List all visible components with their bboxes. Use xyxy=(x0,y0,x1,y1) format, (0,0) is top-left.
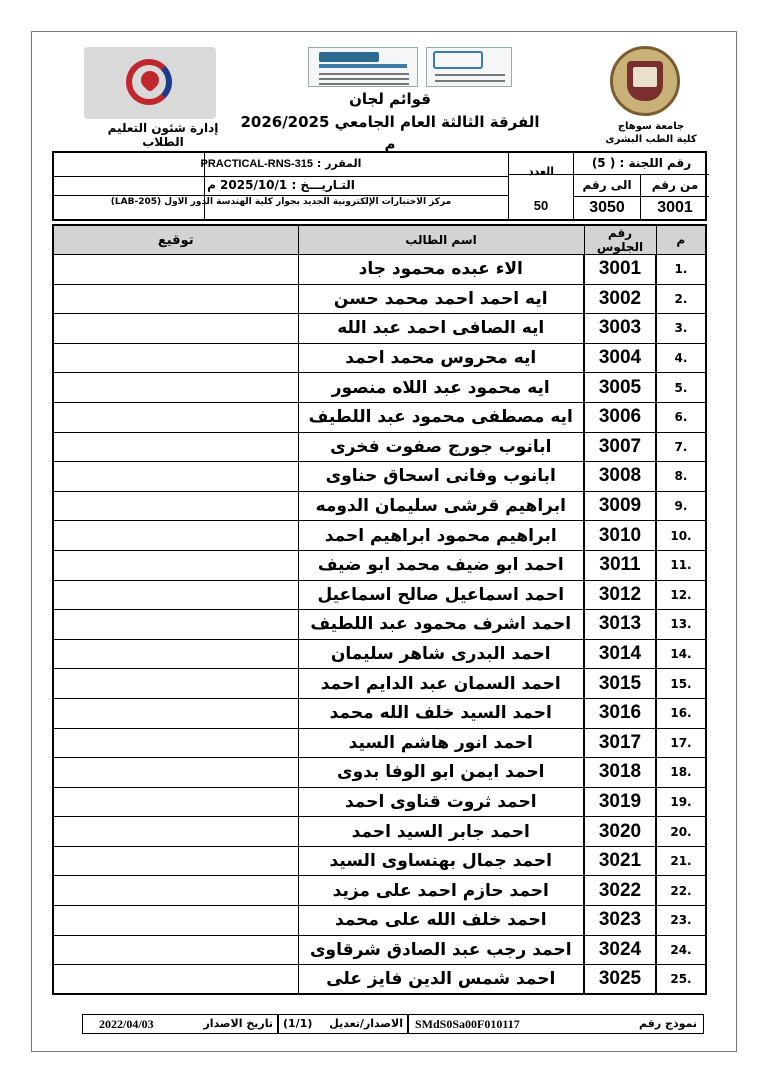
table-row xyxy=(53,314,706,344)
seat-number: 3012 xyxy=(584,580,656,610)
issue-date-box xyxy=(82,1014,278,1034)
student-name: احمد رجب عبد الصادق شرقاوى xyxy=(298,935,584,965)
seat-number: 3005 xyxy=(584,373,656,403)
table-row xyxy=(53,758,706,788)
course-row xyxy=(54,157,508,170)
table-row xyxy=(53,402,706,432)
signature-cell[interactable] xyxy=(53,669,298,699)
row-number: 17. xyxy=(656,728,706,758)
seat-number: 3009 xyxy=(584,491,656,521)
form-number-box xyxy=(408,1014,704,1034)
to-value: 3050 xyxy=(589,199,625,216)
signature-cell[interactable] xyxy=(53,580,298,610)
student-name: ايه مصطفى محمود عبد اللطيف xyxy=(298,402,584,432)
student-name: احمد ايمن ابو الوفا بدوى xyxy=(298,758,584,788)
table-row xyxy=(53,817,706,847)
signature-cell[interactable] xyxy=(53,728,298,758)
seat-number: 3008 xyxy=(584,462,656,492)
seat-number: 3018 xyxy=(584,758,656,788)
row-number: 18. xyxy=(656,758,706,788)
table-row xyxy=(53,935,706,965)
student-name: ابراهيم قرشى سليمان الدومه xyxy=(298,491,584,521)
row-number: 5. xyxy=(656,373,706,403)
table-row xyxy=(53,432,706,462)
count-value: 50 xyxy=(533,198,549,213)
edition-label: الاصدار/تعديل xyxy=(329,1017,403,1030)
row-number: 23. xyxy=(656,906,706,936)
table-row xyxy=(53,728,706,758)
course-code: PRACTICAL-RNS-315 xyxy=(200,158,313,170)
seat-number: 3001 xyxy=(584,255,656,285)
row-number: 16. xyxy=(656,698,706,728)
title-main: قوائم لجان xyxy=(349,90,431,108)
committee-number: رقم اللجنة : ( 5) xyxy=(591,156,692,170)
signature-cell[interactable] xyxy=(53,462,298,492)
student-name: ابانوب وفانى اسحاق حناوى xyxy=(298,462,584,492)
table-row xyxy=(53,846,706,876)
row-number: 24. xyxy=(656,935,706,965)
signature-cell[interactable] xyxy=(53,550,298,580)
table-row xyxy=(53,462,706,492)
student-name: احمد خلف الله على محمد xyxy=(298,906,584,936)
student-name: احمد شمس الدين فايز على xyxy=(298,965,584,995)
table-row xyxy=(53,965,706,995)
table-header-row xyxy=(53,225,706,255)
table-row xyxy=(53,284,706,314)
seat-number: 3020 xyxy=(584,817,656,847)
table-row xyxy=(53,876,706,906)
signature-cell[interactable] xyxy=(53,846,298,876)
seat-number: 3014 xyxy=(584,639,656,669)
row-number: 21. xyxy=(656,846,706,876)
seat-number: 3025 xyxy=(584,965,656,995)
row-number: 15. xyxy=(656,669,706,699)
student-name: احمد جابر السيد احمد xyxy=(298,817,584,847)
edition-box xyxy=(278,1014,408,1034)
from-value: 3001 xyxy=(657,199,693,216)
to-label: الى رقم xyxy=(582,178,632,192)
signature-cell[interactable] xyxy=(53,255,298,285)
row-number: 13. xyxy=(656,610,706,640)
table-row xyxy=(53,669,706,699)
table-row xyxy=(53,550,706,580)
row-number: 2. xyxy=(656,284,706,314)
student-name: احمد البدرى شاهر سليمان xyxy=(298,639,584,669)
seat-number: 3024 xyxy=(584,935,656,965)
signature-cell[interactable] xyxy=(53,284,298,314)
row-number: 20. xyxy=(656,817,706,847)
seat-number: 3002 xyxy=(584,284,656,314)
signature-cell[interactable] xyxy=(53,343,298,373)
seat-number: 3010 xyxy=(584,521,656,551)
signature-cell[interactable] xyxy=(53,432,298,462)
table-row xyxy=(53,491,706,521)
col-header-sign: توقيع xyxy=(53,225,298,255)
row-number: 22. xyxy=(656,876,706,906)
faculty-name: كلية الطب البشرى xyxy=(605,134,697,145)
date-value: 2025/10/1 م xyxy=(207,178,288,192)
row-number: 10. xyxy=(656,521,706,551)
signature-cell[interactable] xyxy=(53,698,298,728)
student-name: ايه محروس محمد احمد xyxy=(298,343,584,373)
signature-cell[interactable] xyxy=(53,373,298,403)
student-name: ايه الصافى احمد عبد الله xyxy=(298,314,584,344)
edition-value: (1/1) xyxy=(283,1017,313,1030)
student-name: احمد السمان عبد الدايم احمد xyxy=(298,669,584,699)
col-header-seat: رقم الجلوس xyxy=(584,225,656,255)
seat-number: 3017 xyxy=(584,728,656,758)
seat-number: 3015 xyxy=(584,669,656,699)
table-row xyxy=(53,906,706,936)
seat-number: 3007 xyxy=(584,432,656,462)
title-sub: الفرقة الثالثة العام الجامعي 2026/2025 م xyxy=(240,113,540,153)
student-name: الاء عبده محمود جاد xyxy=(298,255,584,285)
row-number: 4. xyxy=(656,343,706,373)
university-name: جامعة سوهاج xyxy=(617,121,685,132)
signature-cell[interactable] xyxy=(53,965,298,995)
certification-logos xyxy=(308,47,514,87)
row-number: 19. xyxy=(656,787,706,817)
col-header-name: اسم الطالب xyxy=(298,225,584,255)
table-row xyxy=(53,639,706,669)
signature-cell[interactable] xyxy=(53,639,298,669)
signature-cell[interactable] xyxy=(53,906,298,936)
seat-number: 3003 xyxy=(584,314,656,344)
date-row xyxy=(54,178,508,192)
seat-number: 3004 xyxy=(584,343,656,373)
student-name: احمد انور هاشم السيد xyxy=(298,728,584,758)
table-row xyxy=(53,343,706,373)
signature-cell[interactable] xyxy=(53,402,298,432)
table-row xyxy=(53,610,706,640)
student-list-table xyxy=(52,224,707,995)
signature-cell[interactable] xyxy=(53,787,298,817)
seat-number: 3013 xyxy=(584,610,656,640)
col-header-num: م xyxy=(656,225,706,255)
issue-date-label: تاريخ الاصدار xyxy=(203,1017,273,1030)
form-footer xyxy=(82,1014,704,1034)
iso-certification-logo xyxy=(426,47,512,87)
row-number: 6. xyxy=(656,402,706,432)
seat-number: 3011 xyxy=(584,550,656,580)
signature-cell[interactable] xyxy=(53,935,298,965)
student-name: احمد السيد خلف الله محمد xyxy=(298,698,584,728)
student-name: احمد ثروت قناوى احمد xyxy=(298,787,584,817)
seat-number: 3021 xyxy=(584,846,656,876)
row-number: 12. xyxy=(656,580,706,610)
student-name: احمد اشرف محمود عبد اللطيف xyxy=(298,610,584,640)
signature-cell[interactable] xyxy=(53,876,298,906)
student-name: ايه احمد احمد محمد حسن xyxy=(298,284,584,314)
seat-number: 3016 xyxy=(584,698,656,728)
exam-location: مركز الاختبارات الإلكترونية الجديد بجوار كلية الهندسة الدور الاول (LAB-205) xyxy=(110,197,452,207)
document-title xyxy=(240,89,540,155)
signature-cell[interactable] xyxy=(53,521,298,551)
student-name: احمد ابو ضيف محمد ابو ضيف xyxy=(298,550,584,580)
signature-cell[interactable] xyxy=(53,758,298,788)
form-number-value: SMdS0Sa00F010117 xyxy=(415,1017,520,1031)
seat-number: 3019 xyxy=(584,787,656,817)
row-number: 9. xyxy=(656,491,706,521)
row-number: 14. xyxy=(656,639,706,669)
table-row xyxy=(53,580,706,610)
issue-date-value: 2022/04/03 xyxy=(99,1017,154,1031)
department-caption: إدارة شئون التعليم الطلاب xyxy=(107,121,219,149)
table-row xyxy=(53,521,706,551)
form-number-label: نموذج رقم xyxy=(639,1017,697,1030)
table-row xyxy=(53,373,706,403)
course-label: المقرر : xyxy=(316,157,362,170)
student-name: احمد جمال بهنساوى السيد xyxy=(298,846,584,876)
seat-number: 3022 xyxy=(584,876,656,906)
row-number: 7. xyxy=(656,432,706,462)
signature-cell[interactable] xyxy=(53,817,298,847)
signature-cell[interactable] xyxy=(53,491,298,521)
table-row xyxy=(53,255,706,285)
signature-cell[interactable] xyxy=(53,610,298,640)
student-name: احمد حازم احمد على مزيد xyxy=(298,876,584,906)
student-name: ابانوب جورج صفوت فخرى xyxy=(298,432,584,462)
committee-info-box xyxy=(52,151,707,221)
egac-accreditation-logo xyxy=(308,47,418,87)
student-name: ابراهيم محمود ابراهيم احمد xyxy=(298,521,584,551)
table-row xyxy=(53,698,706,728)
table-row xyxy=(53,787,706,817)
seat-number: 3006 xyxy=(584,402,656,432)
university-seal xyxy=(610,46,684,120)
signature-cell[interactable] xyxy=(53,314,298,344)
student-name: ايه محمود عبد اللاه منصور xyxy=(298,373,584,403)
from-label: من رقم xyxy=(651,178,699,192)
university-caption xyxy=(605,120,697,146)
student-affairs-logo xyxy=(84,47,216,119)
count-label: العدد xyxy=(527,165,555,178)
row-number: 25. xyxy=(656,965,706,995)
date-label: التـاريـــخ : xyxy=(291,178,355,192)
row-number: 3. xyxy=(656,314,706,344)
student-name: احمد اسماعيل صالح اسماعيل xyxy=(298,580,584,610)
seat-number: 3023 xyxy=(584,906,656,936)
row-number: 8. xyxy=(656,462,706,492)
row-number: 1. xyxy=(656,255,706,285)
row-number: 11. xyxy=(656,550,706,580)
